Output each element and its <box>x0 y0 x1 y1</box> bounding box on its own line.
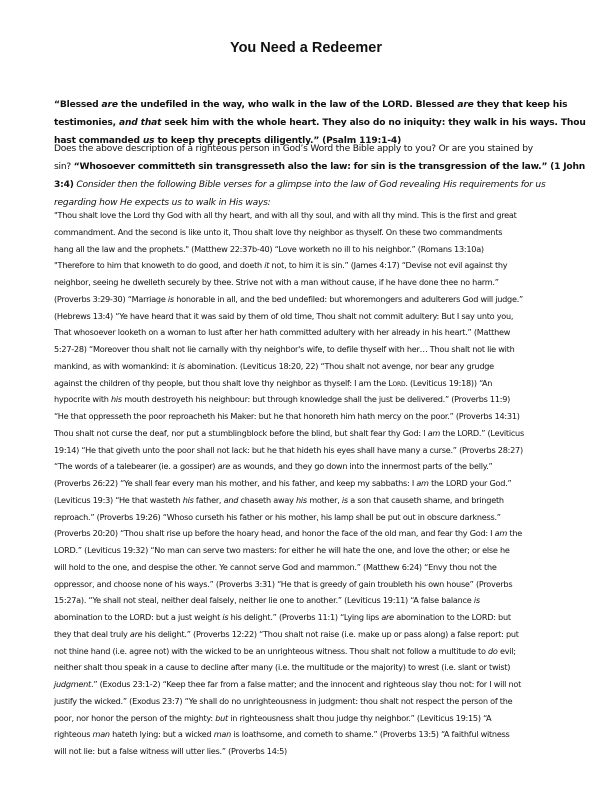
italic-run: are <box>457 100 474 110</box>
italic-run: is <box>178 360 185 371</box>
text-run: “He that oppresseth the poor reproacheth his Maker: but he that honoreth him hath mercy on the poor.” (Proverbs 14:31) <box>54 411 520 421</box>
text-run: 15:27a). “Ye shall not steal, neither deal falsely, neither lie one to another.” (Leviticus 19:11) “A false balance <box>54 595 474 606</box>
text-line <box>54 743 574 760</box>
text-run: “Blessed <box>54 100 102 110</box>
text-line <box>54 559 574 576</box>
bold-run: “Whosoever committeth sin transgresseth also the law: for sin is the transgression of the law.” (1 John <box>73 162 586 172</box>
text-line <box>54 391 574 408</box>
text-line <box>54 158 586 176</box>
text-line <box>54 609 574 626</box>
italic-run: are <box>129 628 143 639</box>
text-run: justify the wicked.” (Exodus 23:7) “Ye shall do no unrighteousness in judgment: thou shalt not respect the person of the <box>54 695 513 706</box>
text-line <box>54 207 574 224</box>
text-run: "Thou shalt love the Lord thy God with all thy heart, and with all thy soul, and with all thy mind. This is the first and great <box>54 210 517 220</box>
italic-run: Consider then the following Bible verses for a glimpse into the law of God revealing His requirements for us <box>76 180 546 190</box>
page-title: You Need a Redeemer <box>229 40 383 56</box>
text-run: to keep thy precepts diligently.” (Psalm 119:1-4) <box>154 136 402 146</box>
text-run: poor, nor honor the person of the mighty: <box>54 712 216 723</box>
text-run: in righteousness shalt thou judge thy neighbor.” (Leviticus 19:15) “A <box>227 712 492 723</box>
text-line <box>54 492 574 509</box>
text-line <box>54 241 574 258</box>
text-run: mother, <box>306 494 342 505</box>
verses-paragraph <box>54 207 574 760</box>
text-run: the undefiled in the way, who walk in the law of the LORD. Blessed <box>117 100 458 110</box>
text-run: the LORD.” (Leviticus <box>440 427 524 438</box>
italic-run: is <box>473 595 480 606</box>
italic-run: man <box>92 729 110 740</box>
italic-run: are <box>381 612 394 622</box>
text-line <box>54 96 574 114</box>
text-run: "Therefore to him that knoweth to do good, and doeth <box>54 260 265 271</box>
text-run: the LORD your God.” <box>428 478 512 488</box>
text-line <box>54 358 574 375</box>
italic-run: is <box>341 494 348 505</box>
text-run: (Proverbs 20:20) “Thou shalt rise up before the hoary head, and honor the face of the old man, and fear thy God: I <box>54 528 495 539</box>
question-paragraph <box>54 140 586 212</box>
text-line <box>54 176 574 194</box>
italic-run: am <box>494 528 508 539</box>
text-run: honorable in all, and the bed undefiled: but whoremongers and adulterers God will judge.” <box>173 293 523 304</box>
text-run: Thou shalt not curse the deaf, nor put a stumblingblock before the blind, but shalt fear thy God: I <box>54 427 428 438</box>
italic-run: am <box>427 427 441 438</box>
italic-run: judgment <box>54 679 91 689</box>
text-run: the <box>507 528 522 539</box>
text-run: his delight.” (Proverbs 11:1) “Lying lips <box>228 612 382 622</box>
text-run: righteous <box>54 729 93 740</box>
text-run: seek him with the whole heart. They also do no iniquity: they walk in his ways. Thou <box>161 118 586 128</box>
text-line <box>54 659 574 676</box>
text-line <box>54 224 574 241</box>
text-run: reproach.” (Proverbs 19:26) “Whoso curseth his father or his mother, his lamp shall be put out in obscure darkness.” <box>54 511 501 522</box>
italic-run: are <box>217 461 231 472</box>
text-line <box>54 324 574 341</box>
text-line <box>54 576 574 593</box>
text-line <box>54 643 574 660</box>
text-run: hang all the law and the prophets." (Matthew 22:37b-40) “Love worketh no ill to his neighbor.” (Romans 13:10a) <box>54 243 484 254</box>
text-run: not, to him it is sin.” (James 4:17) “Devise not evil against thy <box>269 260 508 271</box>
text-run: as wounds, and they go down into the innermost parts of the belly.” <box>230 461 493 472</box>
text-run: a son that causeth shame, and bringeth <box>347 494 504 505</box>
italic-run: his <box>182 494 194 505</box>
text-line <box>54 710 574 727</box>
text-run: mouth destroyeth his neighbour: but through knowledge shall the just be delivered.” (Proverbs 11:9) <box>121 394 511 405</box>
text-run: abomination to the LORD: but a just weight <box>54 612 223 622</box>
text-run: abomination. (Leviticus 18:20, 22) “Thou shalt not avenge, nor bear any grudge <box>184 360 494 371</box>
text-line <box>54 542 574 559</box>
text-run: against the children of thy people, but thou shalt love thy neighbor as thyself: I am the <box>54 377 389 388</box>
text-line <box>54 341 574 358</box>
text-line <box>54 408 574 425</box>
italic-run: his <box>111 394 122 405</box>
text-line <box>54 726 574 743</box>
text-run: is loathsome, and cometh to shame.” (Proverbs 13:5) “A faithful witness <box>231 729 510 740</box>
bold-run: 3:4) <box>54 180 74 190</box>
text-run: 5:27-28) “Moreover thou shalt not lie carnally with thy neighbor's wife, to defile thyself with her… Thou shalt not lie with <box>54 344 515 354</box>
text-line <box>54 308 574 325</box>
text-run: (Hebrews 13:4) “Ye have heard that it was said by them of old time, Thou shalt not commit adultery: But I say unto you, <box>54 310 514 321</box>
text-line <box>54 140 574 158</box>
text-run: “The words of a talebearer (ie. a gossiper) <box>54 461 218 472</box>
text-line <box>54 114 586 132</box>
italic-run: us <box>142 136 155 146</box>
text-run: hypocrite with <box>54 394 111 405</box>
text-run: not thine hand (i.e. agree not) with the wicked to be an unrighteous witness. Thou shalt not follow a multitude to <box>54 645 489 656</box>
italic-run: is <box>222 612 229 622</box>
italic-run: do <box>488 645 498 656</box>
text-run: chaseth away <box>238 494 296 505</box>
text-line <box>54 291 574 308</box>
italic-run: and <box>223 494 239 505</box>
text-line <box>54 525 574 542</box>
text-run: Does the above description of a righteous person in God’s Word the Bible apply to you? Or are you stained by <box>54 144 533 154</box>
italic-run: regarding how He expects us to walk in His ways: <box>54 198 271 208</box>
text-run: they that keep his <box>473 100 568 110</box>
text-run: hateth lying: but a wicked <box>109 729 214 740</box>
text-run: sin? <box>54 162 74 172</box>
italic-run: is <box>167 293 174 304</box>
text-run: his delight.” (Proverbs 12:22) “Thou shalt not raise (i.e. make up or pass along) a false report: put <box>142 628 519 639</box>
text-run: testimonies, <box>54 118 119 128</box>
text-line <box>54 509 574 526</box>
text-run: commandment. And the second is like unto it, Thou shalt love thy neighbor as thyself. On these two commandments <box>54 226 503 237</box>
text-run: (Proverbs 26:22) “Ye shall fear every man his mother, and his father, and keep my sabbaths: I <box>54 478 417 488</box>
text-line <box>54 475 574 492</box>
text-run: 19:14) “He that giveth unto the poor shall not lack: but he that hideth his eyes shall have many a curse.” (Proverbs 28:27) <box>54 444 523 455</box>
text-run: (Leviticus 19:3) “He that wasteth <box>54 494 183 505</box>
text-run: neither shalt thou speak in a cause to decline after many (i.e. the multitude or the majority) to wrest (i.e. slant or twist) <box>54 662 511 673</box>
italic-run: man <box>213 729 232 740</box>
text-line <box>54 257 574 274</box>
text-line <box>54 425 574 442</box>
text-run: will hold to the one, and despise the other. Ye cannot serve God and mammon.” (Matthew 6:24) “Envy thou not the <box>54 561 497 572</box>
small-caps-run: Lord <box>388 377 406 388</box>
text-run: LORD.” (Leviticus 19:32) “No man can serve two masters: for either he will hate the one, and love the other; or else he <box>54 545 510 555</box>
text-line <box>54 626 574 643</box>
text-run: evil; <box>497 645 516 656</box>
text-line <box>54 274 574 291</box>
italic-run: are <box>101 100 118 110</box>
text-run: .” (Exodus 23:1-2) “Keep thee far from a false matter; and the innocent and righteous slay thou not: for I will not <box>90 679 522 689</box>
italic-run: and that <box>118 118 162 128</box>
italic-run: his <box>295 494 307 505</box>
text-run: will not lie: but a false witness will utter lies.” (Proverbs 14:5) <box>54 746 287 756</box>
text-line <box>54 375 574 392</box>
text-run: hast commanded <box>54 136 143 146</box>
italic-run: am <box>416 478 429 488</box>
text-line <box>54 442 574 459</box>
text-run: neighbor, seeing he dwelleth securely by thee. Strive not with a man without cause, if he have done thee no harm.” <box>54 277 499 287</box>
text-run: father, <box>193 494 224 505</box>
text-run: they that deal truly <box>54 628 130 639</box>
text-run: (Proverbs 3:29-30) “Marriage <box>54 293 168 304</box>
text-line <box>54 458 574 475</box>
text-line <box>54 592 574 609</box>
text-line <box>54 693 574 710</box>
text-line <box>54 676 574 693</box>
italic-run: but <box>215 712 228 723</box>
text-run: abomination to the LORD: but <box>393 612 511 622</box>
text-run: . (Leviticus 19:18)) “An <box>405 377 493 388</box>
italic-run: it <box>264 260 270 271</box>
text-run: mankind, as with womankind: it <box>54 360 179 371</box>
text-run: oppressor, and choose none of his ways.” (Proverbs 3:31) “He that is greedy of gain troubleth his own house” (Proverbs <box>54 578 513 589</box>
text-run: That whosoever looketh on a woman to lust after her hath committed adultery with her already in his heart.” (Matthew <box>54 327 511 338</box>
